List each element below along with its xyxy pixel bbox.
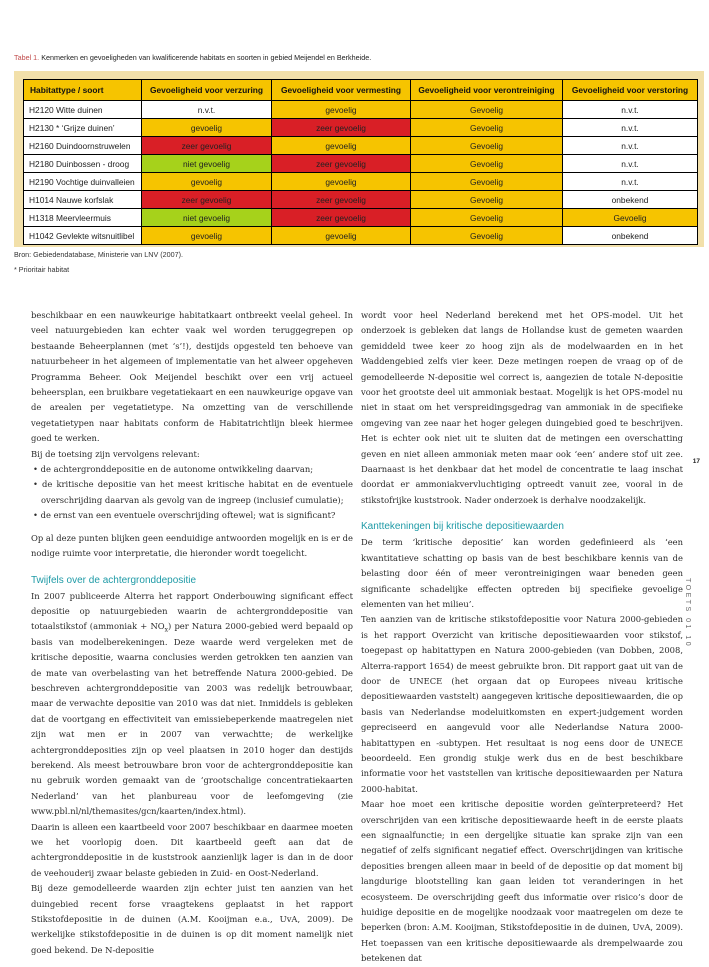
table-row <box>24 191 698 209</box>
habitat-name-cell: H2120 Witte duinen <box>24 101 142 119</box>
sensitivity-cell: zeer gevoelig <box>142 137 272 155</box>
habitat-name-cell: H1318 Meervleermuis <box>24 209 142 227</box>
table-row <box>24 173 698 191</box>
sensitivity-cell: Gevoelig <box>411 173 563 191</box>
column-header: Gevoeligheid voor verstoring <box>563 80 698 101</box>
body-paragraph: De term ‘kritische depositie’ kan worden gedefinieerd als ‘een kwantitatieve schatting op basis van de best beschikbare kennis van de belasting door één of meer verontreinigingen waar beneden geen significante schadelijke effecten optreden bij specifieke gevoelige elementen van het milieu’. <box>361 537 683 609</box>
body-paragraph: Op al deze punten blijken geen eenduidige antwoorden mogelijk en is er de nodige ruimte voor interpretatie, die hieronder wordt toegelicht. <box>31 532 353 559</box>
table-footnote: * Prioritair habitat <box>14 265 70 274</box>
column-header: Gevoeligheid voor verzuring <box>142 80 272 101</box>
sensitivity-cell: n.v.t. <box>563 155 698 173</box>
table-caption <box>14 53 371 62</box>
sensitivity-cell: Gevoelig <box>411 119 563 137</box>
habitat-name-cell: H2180 Duinbossen - droog <box>24 155 142 173</box>
sensitivity-cell: Gevoelig <box>411 209 563 227</box>
sensitivity-cell: Gevoelig <box>411 101 563 119</box>
sensitivity-cell: zeer gevoelig <box>272 155 411 173</box>
body-paragraph: beschikbaar en een nauwkeurige habitatkaart ontbreekt veelal geheel. In veel natuurgebieden kan echter vaak wel worden teruggegrepen op bestaande Beheerplannen (met ‘s’!), destijds opgesteld ten behoeve van natuurbeheer in het algemeen of implementatie van het alweer opgeheven Programma Beheer. Ook Meijendel beschikt over een vrij actueel beheersplan, een bruikbare vegetatiekaart en een nauwkeurige opgave van de arealen per vegetatietype. Na omzetting van de verschillende vegetatietypen naar habitats conform de Habitatrichtlijn bleek hiermee goed te werken. <box>31 310 353 444</box>
body-paragraph: Maar hoe moet een kritische depositie worden geïnterpreteerd? Het overschrijden van een kritische depositiewaarde heeft in de eerste plaats een signaalfunctie; in een dergelijke situatie kan sprake zijn van een negatief of zelfs significant negatief effect. Overschrijdingen van kritische deposities brengen alleen maar in beeld of de depositie op dat moment bij langdurige blootstelling kan gaan leiden tot veranderingen in het ecosysteem. De overschrijding geeft dus informatie over risico’s door de huidige depositie en de mogelijke noodzaak voor maatregelen om deze te beperken (bron: A.M. Kooijman, Stikstofdepositie in de duinen, UvA, 2009). Het toepassen van een kritische depositiewaarde als drempelwaarde zou betekenen dat <box>361 799 683 964</box>
sensitivity-cell: niet gevoelig <box>142 155 272 173</box>
table-source: Bron: Gebiedendatabase, Ministerie van LNV (2007). <box>14 250 184 259</box>
sensitivity-cell: onbekend <box>563 191 698 209</box>
table-row <box>24 137 698 155</box>
paragraph-text: In 2007 publiceerde Alterra het rapport Onderbouwing significant effect depositie op natuurgebieden waarin de achtergronddepositie van totaalstikstof (ammoniak + NO <box>31 590 353 632</box>
sensitivity-cell: Gevoelig <box>411 227 563 245</box>
body-paragraph: wordt voor heel Nederland berekend met het OPS-model. Uit het onderzoek is gebleken dat langs de Hollandse kust de gemeten waarden gemiddeld twee keer zo hoog zijn als de modelwaarden en in het Waddengebied zelfs vier keer. Deze metingen roepen de vraag op of de gemodelleerde N-depositie wel correct is, aangezien de totale N-depositie voor het grootste deel uit ammoniak bestaat. Mogelijk is het OPS-model nu niet in staat om het verspreidingsgedrag van ammoniak in de specifieke omgeving van zee naar het hoger gelegen duingebied goed te beschrijven. Het is echter ook niet uit te sluiten dat de metingen een overschatting geven en niet alleen ammoniak meten maar ook ‘een’ andere stof uit zee. Daarnaast is het denkbaar dat het model de concentratie te laag inschat doordat er ammoniakvervluchtiging optreedt vanuit zee, vooral in de stikstofrijke kuststrook. Nader onderzoek is derhalve noodzakelijk. <box>361 310 683 505</box>
sensitivity-cell: Gevoelig <box>411 137 563 155</box>
sensitivity-cell: zeer gevoelig <box>142 191 272 209</box>
table-header-row <box>24 80 698 101</box>
bullet-item: • de achtergronddepositie en de autonome ontwikkeling daarvan; <box>33 464 314 475</box>
sensitivity-cell: zeer gevoelig <box>272 209 411 227</box>
sensitivity-cell: zeer gevoelig <box>272 191 411 209</box>
habitat-name-cell: H1014 Nauwe korfslak <box>24 191 142 209</box>
body-paragraph: Bij deze gemodelleerde waarden zijn echter juist ten aanzien van het duingebied recent forse vraagtekens geplaatst in het rapport Stikstofdepositie in de duinen (A.M. Kooijman e.a., UvA, 2009). De werkelijke stikstofdepositie in de duinen is op dit moment namelijk niet goed bekend. De N-depositie <box>31 883 353 955</box>
sensitivity-cell: Gevoelig <box>411 155 563 173</box>
table-row <box>24 227 698 245</box>
column-header: Gevoeligheid voor verontreiniging <box>411 80 563 101</box>
right-text-column <box>361 308 683 967</box>
caption-label: Tabel 1. <box>14 53 40 62</box>
table-row <box>24 119 698 137</box>
caption-text: Kenmerken en gevoeligheden van kwalificerende habitats en soorten in gebied Meijendel en Berkheide. <box>41 53 372 62</box>
body-paragraph: Ten aanzien van de kritische stikstofdepositie voor Natura 2000-gebieden is het rapport Overzicht van kritische depositiewaarden voor stikstof, toegepast op habitattypen en Natura 2000-gebieden (van Dobben, 2008, Alterra-rapport 1654) de meest gebruikte bron. Dit rapport gaat uit van de door de UNECE (het orgaan dat op Europees niveau kritische depositiewaarden vaststelt) aangegeven kritische depositiewaarden, die op basis van Nederlandse modeluitkomsten en expert-judgement worden gepreciseerd en aangevuld voor alle Nederlandse Natura 2000-habitattypen en -subtypen. Het resultaat is nog eens door de UNECE beoordeeld. Een grondig stukje werk dus en de best beschikbare informatie voor het vaststellen van kritische depositiewaarden per Natura 2000-habitat. <box>361 614 683 794</box>
table-row <box>24 209 698 227</box>
sensitivity-cell: gevoelig <box>272 227 411 245</box>
sensitivity-cell: gevoelig <box>272 101 411 119</box>
sensitivity-cell: gevoelig <box>142 227 272 245</box>
habitat-name-cell: H2130 * ‘Grijze duinen’ <box>24 119 142 137</box>
column-header: Habitattype / soort <box>24 80 142 101</box>
body-paragraph: Bij de toetsing zijn vervolgens relevant: <box>31 448 200 459</box>
left-text-column <box>31 308 353 958</box>
body-paragraph: Daarin is alleen een kaartbeeld voor 2007 beschikbaar en daarmee moeten we het voorlopig doen. Dit kaartbeeld geeft aan dat de achtergronddepositie in de kuststrook aanzienlijk lager is dan in de door de veehouderij zwaar belaste gebieden in Zuid- en Oost-Nederland. <box>31 821 353 878</box>
table-panel <box>14 71 704 247</box>
sensitivity-cell: onbekend <box>563 227 698 245</box>
habitat-name-cell: H1042 Gevlekte witsnuitlibel <box>24 227 142 245</box>
sensitivity-cell: gevoelig <box>142 119 272 137</box>
sensitivity-cell: zeer gevoelig <box>272 119 411 137</box>
sensitivity-cell: n.v.t. <box>563 119 698 137</box>
page-number: 17 <box>692 458 700 465</box>
subscript: x <box>164 626 169 634</box>
section-heading: Twijfels over de achtergronddepositie <box>31 574 197 586</box>
sensitivity-cell: gevoelig <box>272 173 411 191</box>
table-row <box>24 155 698 173</box>
sensitivity-cell: n.v.t. <box>563 101 698 119</box>
column-header: Gevoeligheid voor vermesting <box>272 80 411 101</box>
sensitivity-cell: gevoelig <box>142 173 272 191</box>
habitat-name-cell: H2190 Vochtige duinvalleien <box>24 173 142 191</box>
running-footer: TOETS 01 10 <box>684 578 691 649</box>
paragraph-text: ) per Natura 2000-gebied werd bepaald op basis van modelberekeningen. Deze waarde werd vergeleken met de kritische depositie, waarna conclusies werden getrokken ten aanzien van de mate van overbelasting van het betreffende Natura 2000-gebied. De beschreven achtergronddepositie van 2003 was redelijk betrouwbaar, maar de verwachte depositie van 2010 was dat niet. Inmiddels is gebleken dat de voortgang en effectiviteit van emissiebeperkende maatregelen niet zijn wat men er in 2007 van verwachtte; de werkelijke achtergronddeposities zijn op veel plaatsen in 2010 hoger dan destijds berekend. Als meest betrouwbare bron voor de achtergronddepositie kan nu gebruik worden gemaakt van de ‘grootschalige concentratiekaarten Nederland’ van het planbureau voor de leefomgeving (zie www.pbl.nl/nl/themasites/gcn/kaarten/index.html). <box>31 621 353 817</box>
sensitivity-cell: n.v.t. <box>563 173 698 191</box>
sensitivity-cell: Gevoelig <box>563 209 698 227</box>
table-row <box>24 101 698 119</box>
table-body <box>24 101 698 245</box>
sensitivity-cell: niet gevoelig <box>142 209 272 227</box>
section-heading: Kanttekeningen bij kritische depositiewaarden <box>361 521 564 533</box>
body-paragraph <box>31 589 353 820</box>
sensitivity-cell: Gevoelig <box>411 191 563 209</box>
bullet-item: • de kritische depositie van het meest kritische habitat en de eventuele overschrijding daarvan als gevolg van de ingreep (inclusief cumulatie); <box>33 479 353 505</box>
sensitivity-cell: n.v.t. <box>563 137 698 155</box>
sensitivity-table <box>23 79 698 245</box>
bullet-item: • de ernst van een eventuele overschrijding oftewel; wat is significant? <box>33 510 336 521</box>
sensitivity-cell: gevoelig <box>272 137 411 155</box>
habitat-name-cell: H2160 Duindoornstruwelen <box>24 137 142 155</box>
sensitivity-cell: n.v.t. <box>142 101 272 119</box>
